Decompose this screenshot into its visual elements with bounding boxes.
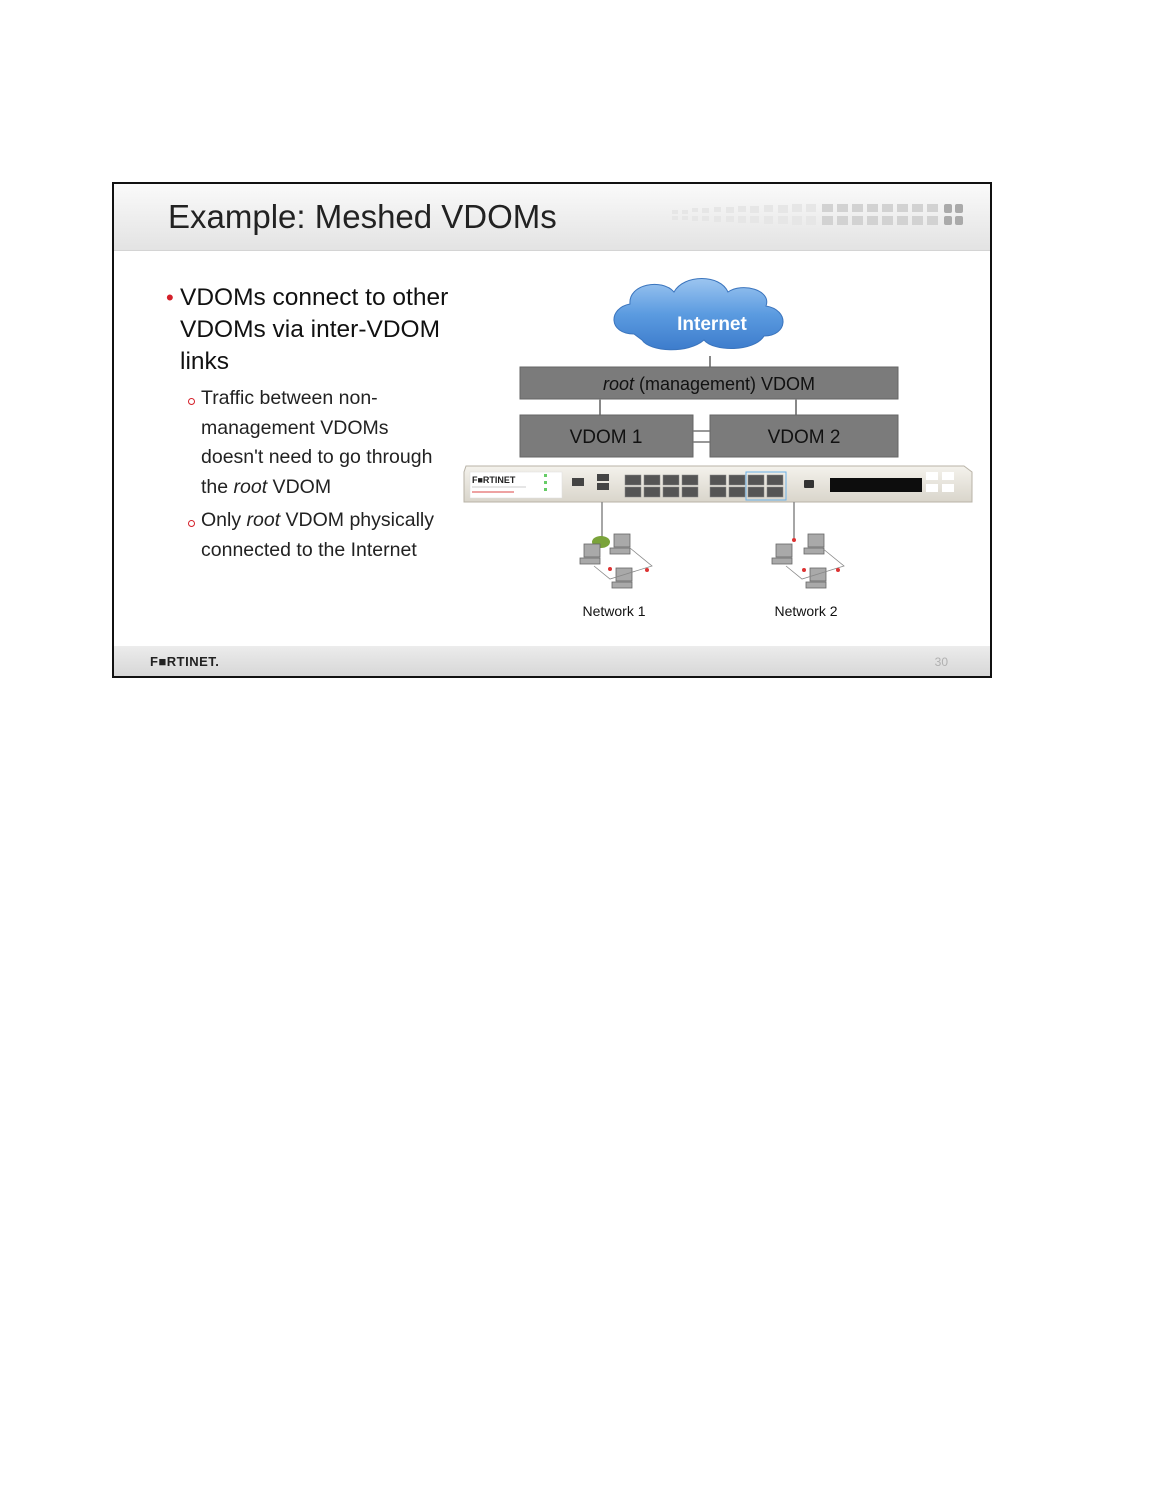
page-number: 30	[934, 655, 948, 669]
footer-bar	[114, 646, 990, 676]
vdom2-label: VDOM 2	[767, 427, 841, 448]
network2-computers	[772, 534, 844, 619]
sub-bullet-text-end: VDOM physically connected to the Internet	[201, 509, 434, 561]
fortinet-logo: F■RTINET.	[150, 654, 220, 669]
device-logo: F■RTINET	[472, 475, 516, 485]
cloud-label: Internet	[677, 314, 747, 335]
root-vdom-rest: (management) VDOM	[633, 374, 816, 394]
inter-vdom-link	[693, 431, 710, 442]
internet-cloud	[614, 279, 783, 350]
bullet-dot-icon: •	[166, 285, 174, 310]
emphasis-text: root	[246, 509, 281, 531]
slide-title: Example: Meshed VDOMs	[168, 198, 557, 235]
fortigate-device	[464, 466, 972, 502]
sub-bullet-text: Only	[201, 509, 247, 531]
sub-bullet-text-end: VDOM	[267, 475, 332, 498]
vdom1-label: VDOM 1	[569, 427, 643, 448]
root-vdom-label	[603, 374, 815, 394]
network2-label: Network 2	[774, 603, 838, 619]
network1-label: Network 1	[582, 603, 646, 619]
bullet-text: VDOMs connect to other VDOMs via inter-VDOM links	[180, 284, 449, 375]
emphasis-text: root	[233, 475, 268, 498]
vdom-diagram	[114, 184, 990, 676]
slide	[112, 182, 992, 678]
root-vdom-emphasis: root	[602, 374, 634, 394]
network1-computers	[580, 534, 652, 619]
sub-bullet-text: Traffic between non-management VDOMs doesn't need to go through the	[201, 387, 433, 498]
